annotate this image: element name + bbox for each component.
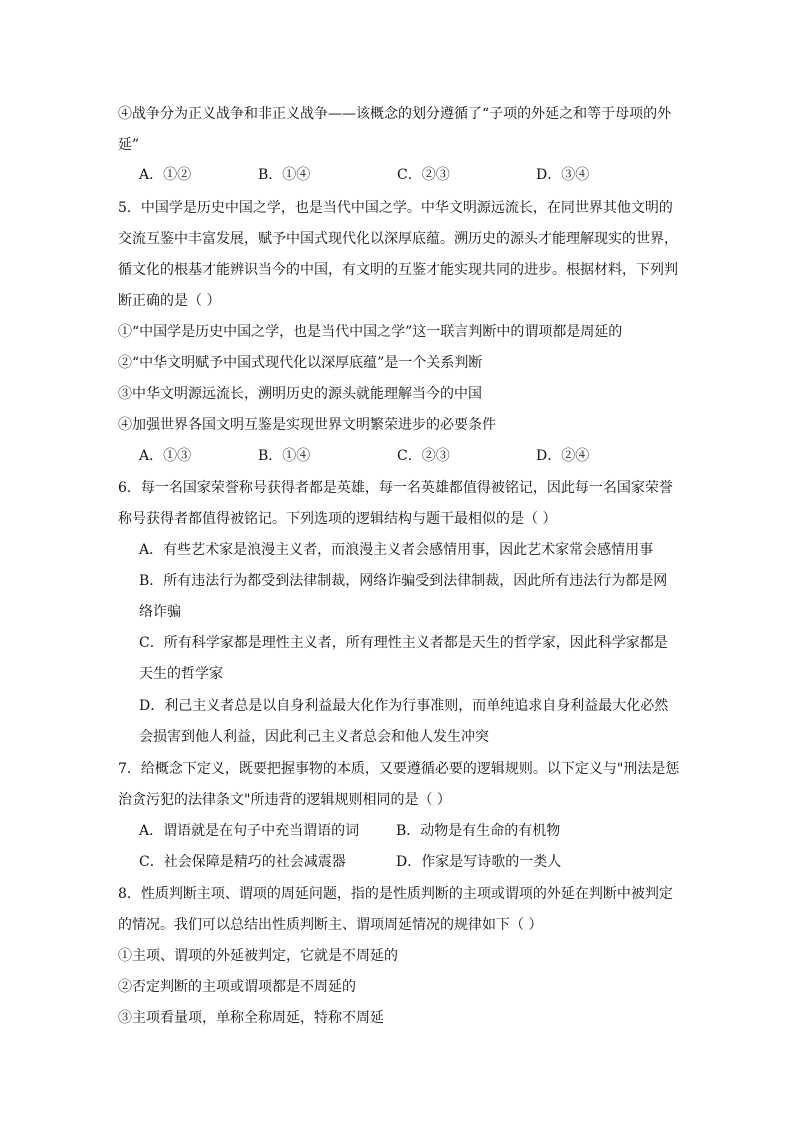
q5-stem-line4: 断正确的是（ ） (118, 293, 221, 309)
q4-option-c[interactable]: C．②③ (397, 167, 450, 183)
q6-option-c-line2[interactable]: 天生的哲学家 (139, 666, 223, 682)
q8-stem-line1: 8．性质判断主项、谓项的周延问题，指的是性质判断的主项或谓项的外延在判断中被判定 (118, 886, 673, 902)
q6-option-d-line2[interactable]: 会损害到他人利益，因此利己主义者总会和他人发生冲突 (139, 729, 489, 745)
q5-item-3: ③中华文明源远流长，溯明历史的源头就能理解当今的中国 (118, 386, 482, 402)
q7-stem-line2: 治贪污犯的法律条文"所违背的逻辑规则相同的是（ ） (118, 792, 451, 808)
q5-item-2: ②“中华文明赋予中国式现代化以深厚底蕴”是一个关系判断 (118, 355, 483, 371)
q6-stem-line1: 6．每一名国家荣誉称号获得者都是英雄，每一名英雄都值得被铭记，因此每一名国家荣誉 (118, 480, 673, 496)
q8-item-2: ②否定判断的主项或谓项都是不周延的 (118, 979, 356, 995)
q4-options (139, 165, 679, 185)
q5-stem-line2: 交流互鉴中丰富发展，赋予中国式现代化以深厚底蕴。溯历史的源头才能理解现实的世界， (118, 231, 678, 247)
q5-item-1: ①“中国学是历史中国之学，也是当代中国之学”这一联言判断中的谓项都是周延的 (118, 324, 623, 340)
q5-options (139, 446, 679, 466)
q4-option-b[interactable]: B．①④ (258, 167, 311, 183)
q6-option-a[interactable]: A．有些艺术家是浪漫主义者，而浪漫主义者会感情用事，因此艺术家常会感情用事 (139, 542, 654, 558)
q6-stem-line2: 称号获得者都值得被铭记。下列选项的逻辑结构与题干最相似的是（ ） (118, 511, 557, 527)
q5-option-d[interactable]: D．②④ (536, 448, 590, 464)
q7-stem-line1: 7．给概念下定义，既要把握事物的本质，又要遵循必要的逻辑规则。以下定义与"刑法是惩 (118, 761, 680, 777)
q5-option-b[interactable]: B．①④ (258, 448, 311, 464)
q5-stem-line1: 5．中国学是历史中国之学，也是当代中国之学。中华文明源远流长，在同世界其他文明的 (118, 200, 673, 216)
q4-option-a[interactable]: A．①② (139, 167, 192, 183)
q4-option-d[interactable]: D．③④ (536, 167, 590, 183)
q6-option-b-line2[interactable]: 络诈骗 (139, 604, 181, 620)
q7-option-c[interactable]: C．社会保障是精巧的社会减震器 (139, 854, 346, 870)
q5-option-c[interactable]: C．②③ (397, 448, 450, 464)
q7-options-row2 (139, 852, 679, 872)
q4-item4-line2: 延” (118, 137, 140, 153)
q6-option-c-line1[interactable]: C．所有科学家都是理性主义者，所有理性主义者都是天生的哲学家，因此科学家都是 (139, 635, 668, 651)
q7-option-a[interactable]: A．谓语就是在句子中充当谓语的词 (139, 823, 360, 839)
q5-item-4: ④加强世界各国文明互鉴是实现世界文明繁荣进步的必要条件 (118, 417, 496, 433)
q8-stem-line2: 的情况。我们可以总结出性质判断主、谓项周延情况的规律如下（ ） (118, 917, 543, 933)
q6-option-b-line1[interactable]: B．所有违法行为都受到法律制裁，网络诈骗受到法律制裁，因此所有违法行为都是网 (139, 573, 668, 589)
q4-item4-line1: ④战争分为正义战争和非正义战争——该概念的划分遵循了“子项的外延之和等于母项的外 (118, 106, 672, 122)
q5-stem-line3: 循文化的根基才能辨识当今的中国，有文明的互鉴才能实现共同的进步。根据材料，下列判 (118, 262, 678, 278)
q8-item-1: ①主项、谓项的外延被判定，它就是不周延的 (118, 948, 398, 964)
q7-options-row1 (139, 821, 679, 841)
q5-option-a[interactable]: A．①③ (139, 448, 192, 464)
q6-option-d-line1[interactable]: D．利己主义者总是以自身利益最大化作为行事准则，而单纯追求自身利益最大化必然 (139, 698, 669, 714)
q8-item-3: ③主项看量项，单称全称周延，特称不周延 (118, 1010, 384, 1026)
q7-option-b[interactable]: B．动物是有生命的有机物 (396, 823, 561, 839)
q7-option-d[interactable]: D．作家是写诗歌的一类人 (396, 854, 562, 870)
